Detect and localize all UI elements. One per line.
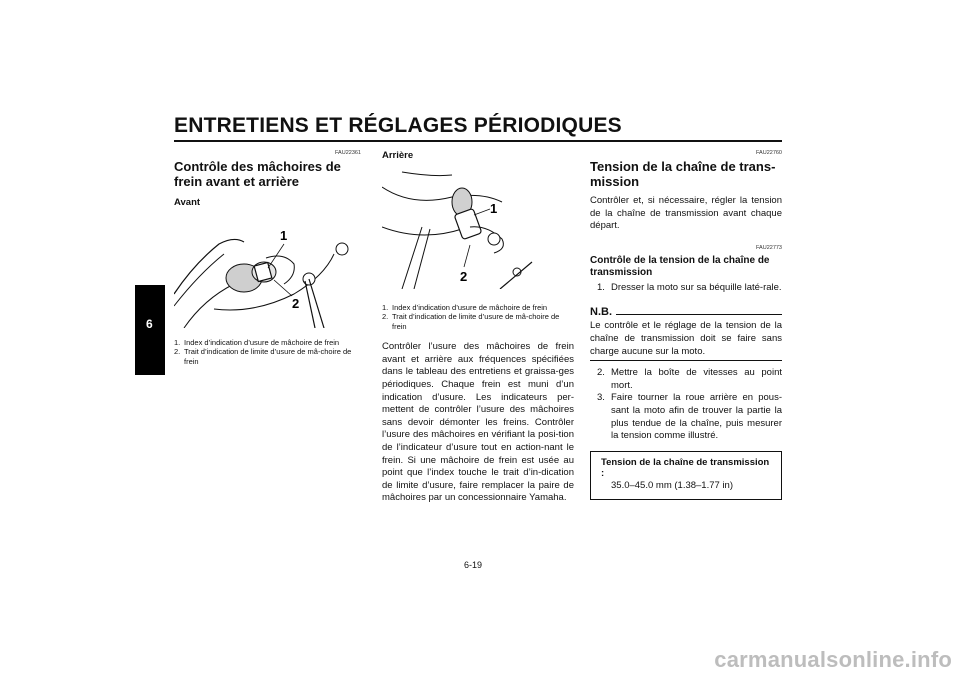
section-code: FAU22773 — [756, 244, 782, 251]
rear-brake-illustration — [382, 167, 574, 289]
watermark: carmanualsonline.info — [714, 647, 952, 672]
caption-item: 1. Index d’indication d’usure de mâchoire de frein — [174, 338, 340, 347]
nb-rule-top — [616, 314, 782, 315]
page-number: 6-19 — [464, 560, 483, 570]
section-code: FAU22361 — [335, 150, 361, 156]
subsection-title: Contrôle de la tension de la chaîne de transmission — [590, 254, 770, 278]
section-subtitle: Arrière — [382, 150, 414, 161]
front-brake-figure — [174, 214, 361, 328]
figure-label-1: 1 — [280, 228, 288, 243]
figure-label-2: 2 — [460, 269, 468, 284]
front-brake-illustration — [174, 214, 361, 328]
page-title: ENTRETIENS ET RÉGLAGES PÉRIODIQUES — [174, 114, 622, 137]
chain-intro-paragraph: Contrôler et, si nécessaire, régler la tension de la chaîne de transmission avant chaque départ. — [590, 195, 782, 232]
column-rear-brake — [382, 150, 574, 505]
step-item: 1. Dresser la moto sur sa béquille laté-rale. — [597, 281, 782, 293]
nb-text: Le contrôle et le réglage de la tension de la chaîne de transmission doit se faire sans charge aucune sur la moto. — [590, 320, 782, 357]
figure-label-2: 2 — [292, 296, 300, 311]
section-subtitle: Avant — [174, 197, 201, 208]
step-item: 3. Faire tourner la roue arrière en pous-sant la moto afin de trouver la partie la plus tendue de la chaîne, puis mesurer la tension comme illustré. — [597, 392, 782, 442]
caption-item: 2. Trait d’indication de limite d’usure de mâ-choire de frein — [174, 347, 352, 366]
section-title: Contrôle des mâchoires de frein avant et arrière — [174, 159, 341, 189]
nb-rule-bottom — [590, 360, 782, 361]
spec-title: Tension de la chaîne de transmission : — [601, 456, 770, 480]
chapter-number: 6 — [146, 317, 153, 331]
spec-value: 35.0–45.0 mm (1.38–1.77 in) — [611, 479, 733, 491]
figure-captions — [382, 303, 574, 331]
caption-item: 2. Trait d’indication de limite d’usure de mâ-choire de frein — [382, 312, 560, 331]
nb-label: N.B. — [590, 306, 612, 319]
header-rule — [174, 140, 782, 142]
figure-label-1: 1 — [490, 201, 498, 216]
brake-wear-paragraph: Contrôler l’usure des mâchoires de frein avant et arrière aux fréquences spécifiées dans le tableau des entretiens et graissa-ges périodiques. Chaque frein est muni d’un indication d’usure. Les indicateurs per-mettent de contrôler l’usure des mâchoires sans devoir démonter les freins. Contrôler l’usure des mâchoires en vérifiant la posi-tion de l’indicateur d’usure tout en action-nant le frein. Si une mâchoire de frein est usée au point que l’index touche le trait d’in-dication de limite d’usure, faire remplacer la paire de mâchoires par un concessionnaire Yamaha. — [382, 341, 574, 504]
column-drive-chain — [590, 150, 782, 500]
caption-item: 1. Index d’indication d’usure de mâchoire de frein — [382, 303, 548, 312]
nb-header — [590, 306, 782, 318]
spec-box — [590, 451, 782, 500]
section-code: FAU22760 — [756, 150, 782, 156]
figure-captions — [174, 338, 361, 366]
step-item: 2. Mettre la boîte de vitesses au point mort. — [597, 367, 782, 391]
section-title: Tension de la chaîne de trans-mission — [590, 159, 776, 189]
column-front-brake — [174, 150, 361, 366]
rear-brake-figure — [382, 167, 574, 289]
